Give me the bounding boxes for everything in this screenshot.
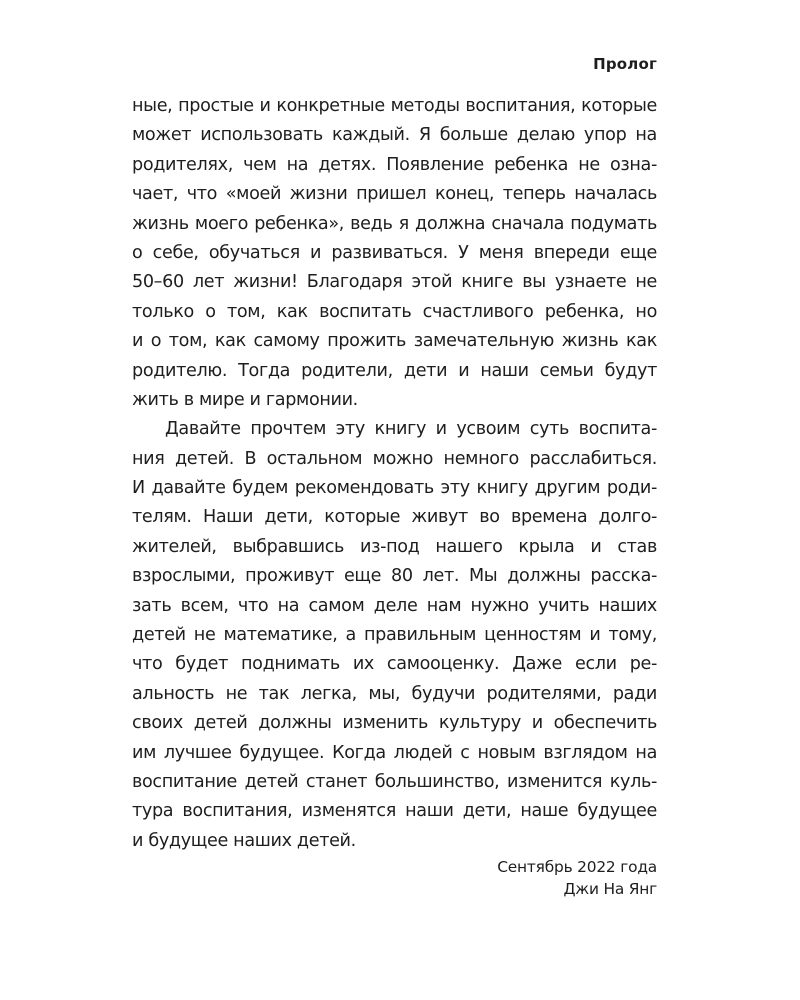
text-line: ния детей. В остальном можно немного расслабиться. (132, 448, 657, 469)
text-line: и будущее наших детей. (132, 830, 356, 851)
text-line: детей не математике, а правильным ценностям и тому, (132, 625, 657, 646)
running-title: Пролог (593, 55, 657, 73)
text-line: взрослыми, проживут еще 80 лет. Мы должны расска- (132, 566, 657, 587)
text-line: 50–60 лет жизни! Благодаря этой книге вы узнаете не (132, 272, 657, 293)
text-line: телям. Наши дети, которые живут во времена долго- (132, 507, 657, 528)
text-line: родителю. Тогда родители, дети и наши семьи будут (132, 360, 657, 381)
paragraph-1 (132, 92, 657, 415)
text-line: Давайте прочтем эту книгу и усвоим суть воспита- (165, 419, 657, 440)
signature-date: Сентябрь 2022 года (497, 858, 657, 876)
text-line: зать всем, что на самом деле нам нужно учить наших (132, 595, 657, 616)
text-line: жителей, выбравшись из-под нашего крыла и став (132, 536, 657, 557)
text-line: И давайте будем рекомендовать эту книгу другим роди- (132, 478, 657, 499)
text-line: родителях, чем на детях. Появление ребенка не озна- (132, 154, 657, 175)
text-line: своих детей должны изменить культуру и обеспечить (132, 713, 657, 734)
signature-author: Джи На Янг (563, 880, 657, 898)
text-line: что будет поднимать их самооценку. Даже если ре- (132, 654, 657, 675)
signature-block (497, 856, 657, 900)
text-line: жизнь моего ребенка», ведь я должна сначала подумать (132, 213, 657, 234)
paragraph-2 (132, 415, 657, 856)
text-line: тура воспитания, изменятся наши дети, наше будущее (132, 801, 657, 822)
text-line: ные, простые и конкретные методы воспитания, которые (132, 96, 657, 116)
text-line: может использовать каждый. Я больше делаю упор на (132, 125, 657, 146)
text-line: и о том, как самому прожить замечательную жизнь как (132, 331, 657, 352)
text-line: жить в мире и гармонии. (132, 389, 358, 410)
text-line: воспитание детей станет большинство, изменится куль- (132, 771, 657, 792)
text-line: им лучшее будущее. Когда людей с новым взглядом на (132, 742, 657, 763)
body-text (132, 92, 657, 856)
text-line: о себе, обучаться и развиваться. У меня впереди еще (132, 242, 657, 263)
text-line: чает, что «моей жизни пришел конец, теперь началась (132, 184, 657, 205)
text-line: только о том, как воспитать счастливого ребенка, но (132, 301, 657, 322)
text-line: альность не так легка, мы, будучи родителями, ради (132, 683, 657, 704)
